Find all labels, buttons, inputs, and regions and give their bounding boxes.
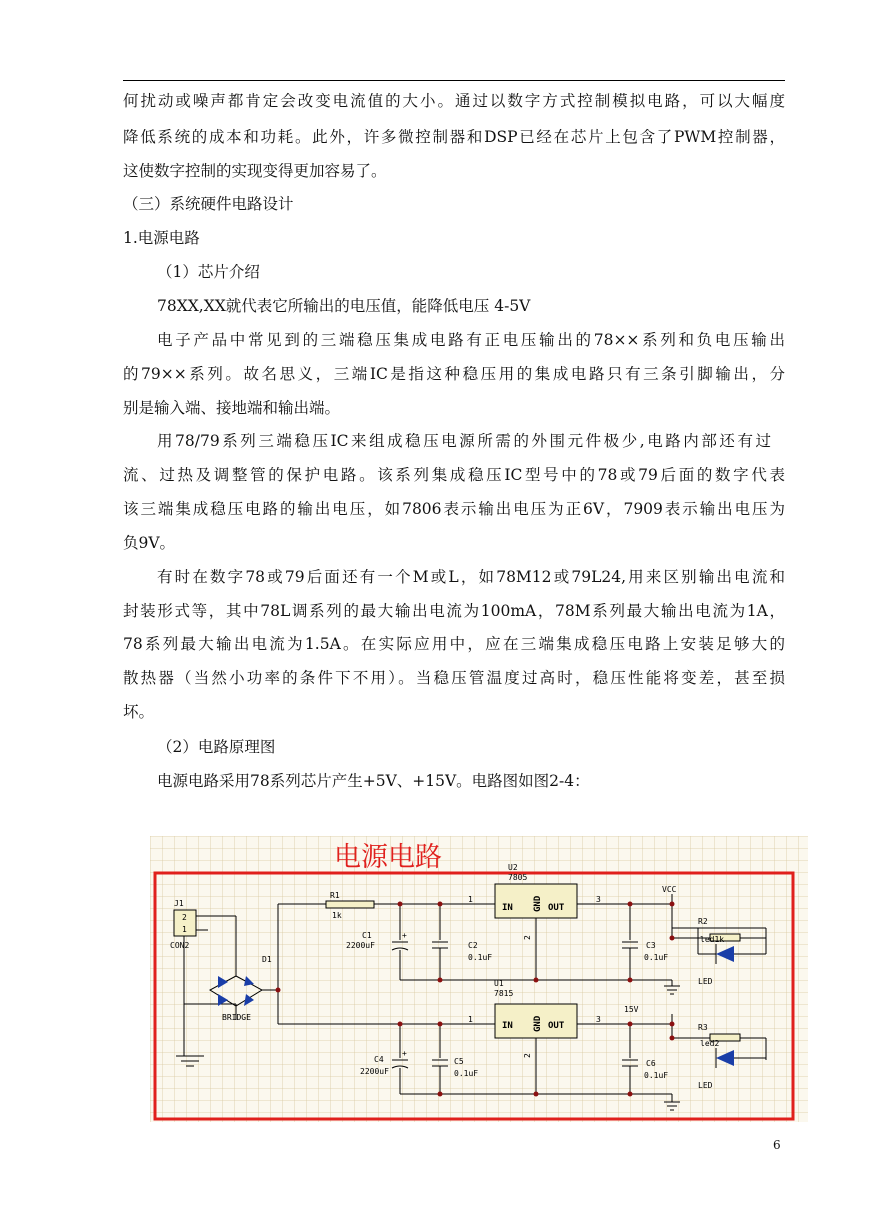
j1-pin1-label: 1 — [182, 925, 187, 934]
paragraph-line: 的79××系列。故名思义，三端IC是指这种稳压用的集成电路只有三条引脚输出，分 — [123, 365, 785, 383]
c6-label: C6 — [646, 1059, 656, 1068]
section-heading: （三）系统硬件电路设计 — [123, 195, 294, 213]
power-circuit-schematic — [150, 836, 808, 1122]
page-number: 6 — [773, 1138, 781, 1152]
paragraph-line: 散热器（当然小功率的条件下不用）。当稳压管温度过高时，稳压性能将变差，甚至损 — [123, 669, 785, 687]
c6-value: 0.1uF — [644, 1071, 669, 1080]
u1-pin2: 2 — [523, 1053, 532, 1058]
v15-label: 15V — [624, 1005, 639, 1014]
u2-label: U2 — [508, 863, 518, 872]
c2-value: 0.1uF — [468, 953, 493, 962]
paragraph-line: 78XX,XX就代表它所输出的电压值，能降低电压 4-5V — [157, 297, 531, 315]
u1-label: U1 — [494, 979, 504, 988]
led1-label: LED — [698, 977, 713, 986]
c4-value: 2200uF — [360, 1067, 389, 1076]
subsection-heading: 1.电源电路 — [123, 229, 200, 247]
u2-pin3: 3 — [596, 895, 601, 904]
paragraph-line: 流、过热及调整管的保护电路。该系列集成稳压IC型号中的78或79后面的数字代表 — [123, 466, 785, 484]
u2-part: 7805 — [508, 873, 528, 882]
c1-value: 2200uF — [346, 941, 375, 950]
u2-pin-out: OUT — [548, 903, 565, 913]
r3-label: R3 — [698, 1023, 708, 1032]
paragraph-line: 这使数字控制的实现变得更加容易了。 — [123, 162, 387, 180]
subsubsection-heading: （1）芯片介绍 — [157, 263, 260, 281]
u2-pin-gnd: GND — [533, 895, 543, 912]
paragraph-line: 坏。 — [123, 703, 155, 721]
paragraph-line: 何扰动或噪声都肯定会改变电流值的大小。通过以数字方式控制模拟电路，可以大幅度 — [123, 92, 785, 110]
c4-label: C4 — [374, 1055, 384, 1064]
u1-pin1: 1 — [468, 1015, 473, 1024]
paragraph-line: 78系列最大输出电流为1.5A。在实际应用中，应在三端集成稳压电路上安装足够大的 — [123, 635, 785, 653]
paragraph-line: 封装形式等，其中78L调系列的最大输出电流为100mA，78M系列最大输出电流为1A， — [123, 602, 785, 620]
c1-label: C1 — [362, 931, 372, 940]
r2-value: led1k — [700, 935, 725, 944]
vcc-label: VCC — [662, 885, 677, 894]
d1-label: D1 — [262, 955, 272, 964]
c4-plus: + — [402, 1049, 407, 1058]
bridge-label: BRIDGE — [222, 1013, 251, 1022]
c5-label: C5 — [454, 1057, 464, 1066]
paragraph-line: 电子产品中常见到的三端稳压集成电路有正电压输出的78××系列和负电压输出 — [157, 331, 785, 349]
paragraph-line: 负9V。 — [123, 534, 176, 552]
j1-label: J1 — [174, 899, 184, 908]
paragraph-line: 别是输入端、接地端和输出端。 — [123, 399, 341, 417]
paragraph-line: 用78/79系列三端稳压IC来组成稳压电源所需的外围元件极少,电路内部还有过 — [157, 432, 771, 450]
u2-pin2: 2 — [523, 935, 532, 940]
u1-pin-out: OUT — [548, 1021, 565, 1031]
j1-pin2-label: 2 — [182, 913, 187, 922]
c3-label: C3 — [646, 941, 656, 950]
paragraph-line: 降低系统的成本和功耗。此外，许多微控制器和DSP已经在芯片上包含了PWM控制器， — [123, 128, 785, 146]
r1-label: R1 — [330, 891, 340, 900]
u2-pin-in: IN — [502, 903, 513, 913]
c5-value: 0.1uF — [454, 1069, 479, 1078]
paragraph-line: 电源电路采用78系列芯片产生+5V、+15V。电路图如图2-4： — [157, 772, 590, 790]
header-rule — [123, 80, 785, 81]
con2-label: CON2 — [170, 941, 190, 950]
paragraph-line: 有时在数字78或79后面还有一个M或L，如78M12或79L24,用来区别输出电流和 — [157, 568, 785, 586]
r2-label: R2 — [698, 917, 708, 926]
u1-part: 7815 — [494, 989, 514, 998]
paragraph-line: 该三端集成稳压电路的输出电压，如7806表示输出电压为正6V，7909表示输出电压为 — [123, 500, 785, 518]
schematic-title: 电源电路 — [334, 842, 442, 873]
u1-pin3: 3 — [596, 1015, 601, 1024]
r3-value: led2 — [700, 1039, 720, 1048]
u1-pin-in: IN — [502, 1021, 513, 1031]
u1-pin-gnd: GND — [533, 1015, 543, 1032]
subsubsection-heading: （2）电路原理图 — [157, 738, 276, 756]
led2-label: LED — [698, 1081, 713, 1090]
c3-value: 0.1uF — [644, 953, 669, 962]
r1-value: 1k — [332, 911, 342, 920]
c1-plus: + — [402, 931, 407, 940]
u2-pin1: 1 — [468, 895, 473, 904]
c2-label: C2 — [468, 941, 478, 950]
